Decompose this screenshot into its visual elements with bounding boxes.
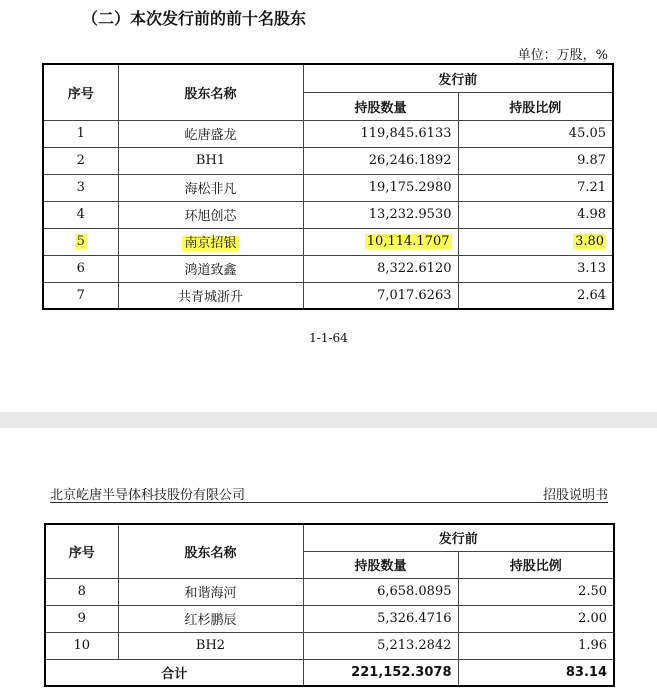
total-ratio: 83.14 [458, 659, 614, 686]
cell-shares: 5,326.4716 [303, 605, 458, 632]
header-group: 发行前 [303, 64, 613, 92]
cell-seq: 1 [43, 120, 118, 147]
cell-name: 红杉鹏辰 [118, 605, 303, 632]
cell-seq [43, 228, 118, 255]
table-row [43, 201, 613, 228]
cell-ratio: 45.05 [458, 120, 613, 147]
cell-shares: 26,246.1892 [303, 147, 458, 174]
document-page-2 [0, 428, 657, 695]
cell-name: 环旭创芯 [118, 201, 303, 228]
header-ratio: 持股比例 [458, 92, 613, 120]
cell-shares: 5,213.2842 [303, 632, 458, 659]
table-row [43, 174, 613, 201]
cell-ratio: 2.00 [458, 605, 614, 632]
table-row [45, 605, 614, 632]
cell-name: 和谐海河 [118, 578, 303, 605]
table-row [43, 255, 613, 282]
highlight-name: 南京招银 [184, 236, 237, 251]
table-row [43, 282, 613, 309]
cell-ratio: 1.96 [458, 632, 614, 659]
unit-note: 单位：万股，% [517, 48, 608, 63]
cell-shares: 6,658.0895 [303, 578, 458, 605]
cell-seq: 7 [43, 282, 118, 309]
page-number: 1-1-64 [309, 331, 348, 345]
running-header [50, 484, 608, 503]
cell-seq: 9 [45, 605, 118, 632]
cell-seq: 6 [43, 255, 118, 282]
cell-name: 屹唐盛龙 [118, 120, 303, 147]
table-row-highlighted [43, 228, 613, 255]
table-row [43, 147, 613, 174]
cell-shares: 7,017.6263 [303, 282, 458, 309]
cell-shares: 19,175.2980 [303, 174, 458, 201]
cell-shares: 13,232.9530 [303, 201, 458, 228]
page-separator [0, 412, 657, 428]
table-row [45, 632, 614, 659]
header-group: 发行前 [303, 524, 614, 551]
cell-ratio: 3.13 [458, 255, 613, 282]
header-name: 股东名称 [118, 64, 303, 120]
total-row [45, 659, 614, 686]
cell-seq: 10 [45, 632, 118, 659]
cell-ratio: 2.64 [458, 282, 613, 309]
total-label: 合计 [45, 659, 303, 686]
cell-ratio: 9.87 [458, 147, 613, 174]
header-shares: 持股数量 [303, 92, 458, 120]
cell-shares: 8,322.6120 [303, 255, 458, 282]
total-shares: 221,152.3078 [303, 659, 458, 686]
cell-ratio: 2.50 [458, 578, 614, 605]
cell-name: 鸿道致鑫 [118, 255, 303, 282]
cell-name [118, 228, 303, 255]
shareholders-table-part-2 [44, 523, 615, 687]
cell-name: BH2 [118, 632, 303, 659]
highlight-shares: 10,114.1707 [366, 234, 450, 249]
header-name: 股东名称 [118, 524, 303, 578]
table-row [45, 578, 614, 605]
cell-shares [303, 228, 458, 255]
cell-seq: 4 [43, 201, 118, 228]
cell-name: BH1 [118, 147, 303, 174]
cell-name: 海松非凡 [118, 174, 303, 201]
cell-seq: 8 [45, 578, 118, 605]
section-title: （二）本次发行前的前十名股东 [82, 9, 307, 28]
cell-ratio [458, 228, 613, 255]
cell-shares: 119,845.6133 [303, 120, 458, 147]
table-row [43, 120, 613, 147]
cell-seq: 3 [43, 174, 118, 201]
cell-ratio: 7.21 [458, 174, 613, 201]
highlight-ratio: 3.80 [575, 234, 605, 249]
header-ratio: 持股比例 [458, 551, 614, 578]
company-name: 北京屹唐半导体科技股份有限公司 [50, 488, 246, 503]
cell-ratio: 4.98 [458, 201, 613, 228]
header-shares: 持股数量 [303, 551, 458, 578]
cell-seq: 2 [43, 147, 118, 174]
cell-name: 共青城浙升 [118, 282, 303, 309]
shareholders-table-part-1 [42, 63, 614, 310]
header-seq: 序号 [43, 64, 118, 120]
header-seq: 序号 [45, 524, 118, 578]
document-type: 招股说明书 [542, 488, 608, 503]
highlight-seq: 5 [76, 234, 85, 249]
